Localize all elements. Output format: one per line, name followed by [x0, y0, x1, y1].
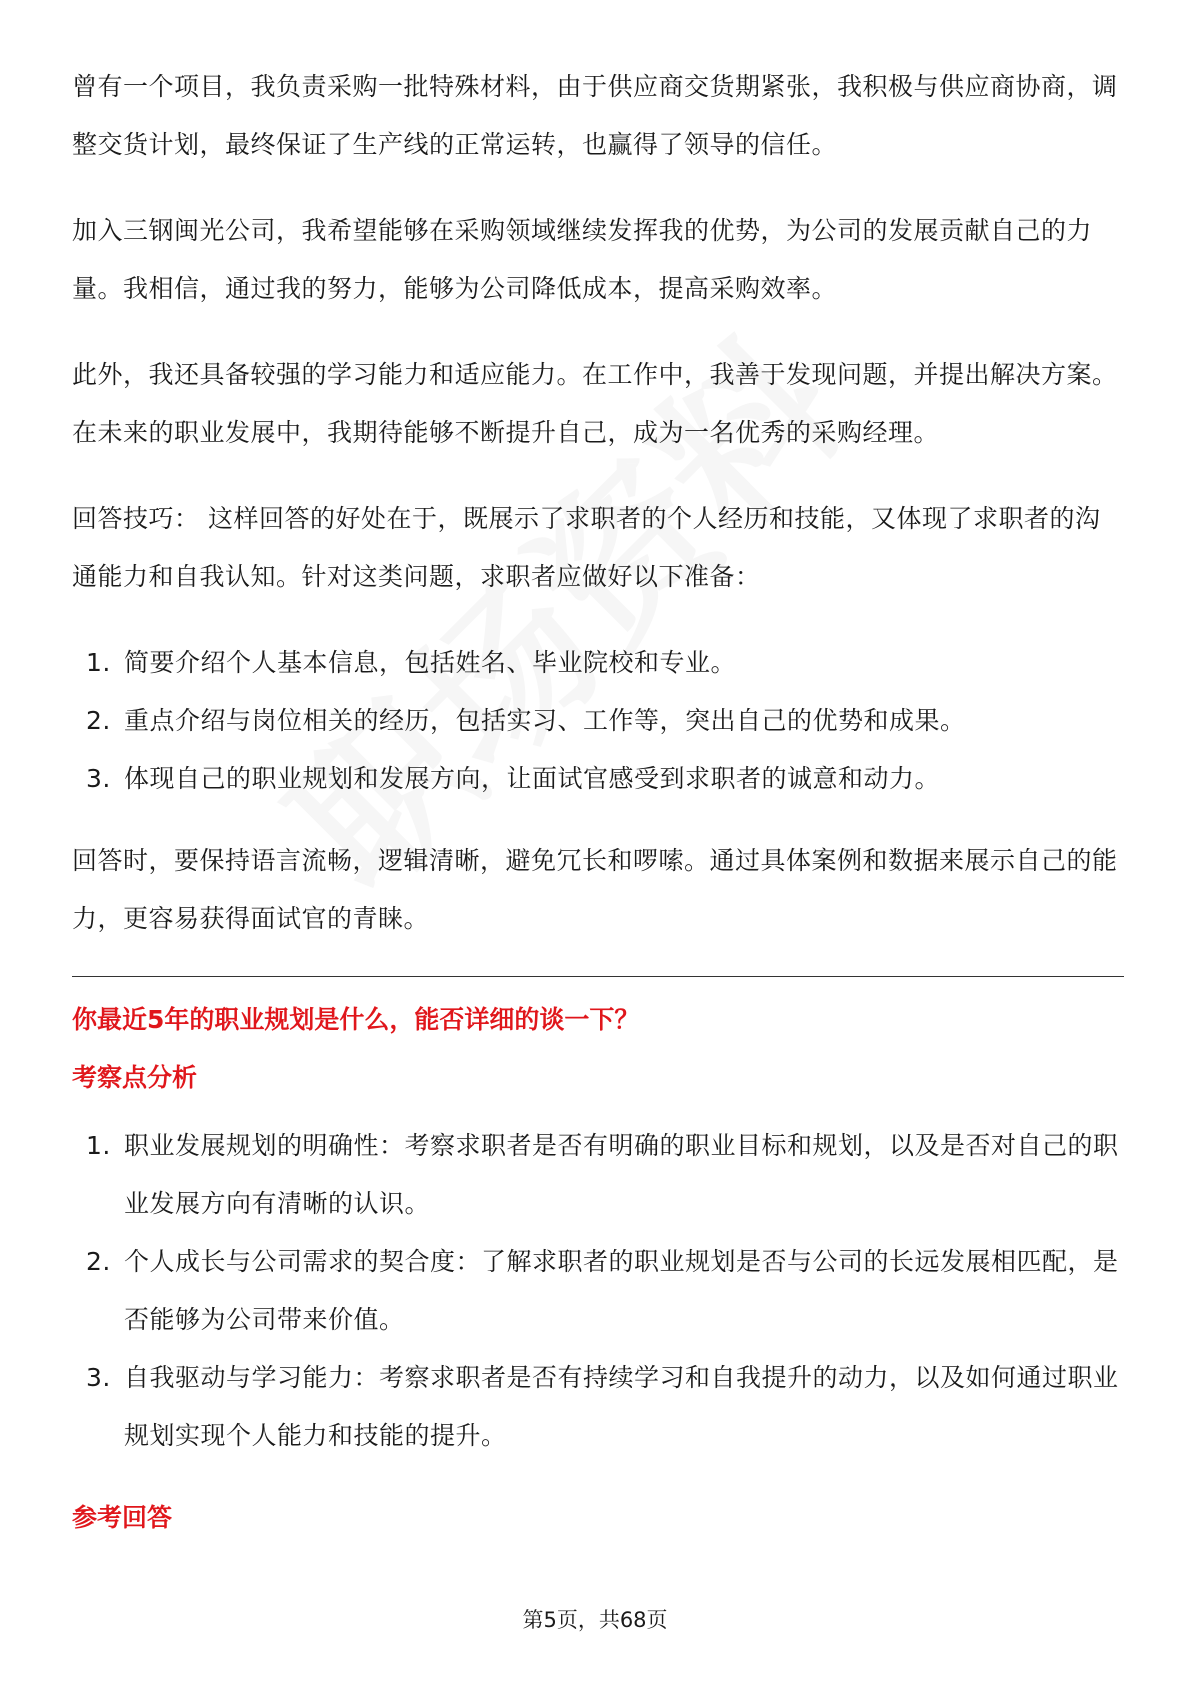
paragraph-learning: 此外，我还具备较强的学习能力和适应能力。在工作中，我善于发现问题，并提出解决方案。在未来的职业发展中，我期待能够不断提升自己，成为一名优秀的采购经理。	[72, 360, 1118, 447]
tips-list	[72, 634, 1124, 808]
list-item: 2. 重点介绍与岗位相关的经历，包括实习、工作等，突出自己的优势和成果。	[86, 706, 966, 735]
question-heading: 你最近5年的职业规划是什么，能否详细的谈一下？	[72, 1005, 640, 1034]
list-item: 1. 职业发展规划的明确性：考察求职者是否有明确的职业目标和规划，以及是否对自己的职业发展方向有清晰的认识。	[86, 1131, 1119, 1218]
section-divider	[72, 976, 1124, 977]
list-item: 1. 简要介绍个人基本信息，包括姓名、毕业院校和专业。	[86, 648, 737, 677]
reference-answer-heading: 参考回答	[72, 1503, 173, 1532]
paragraph-answer-tips: 回答技巧： 这样回答的好处在于，既展示了求职者的个人经历和技能，又体现了求职者的沟通能力和自我认知。针对这类问题，求职者应做好以下准备：	[72, 504, 1101, 591]
analysis-list	[72, 1117, 1124, 1465]
paragraph-join-company: 加入三钢闽光公司，我希望能够在采购领域继续发挥我的优势，为公司的发展贡献自己的力量。我相信，通过我的努力，能够为公司降低成本，提高采购效率。	[72, 216, 1093, 303]
list-item: 3. 体现自己的职业规划和发展方向，让面试官感受到求职者的诚意和动力。	[86, 764, 941, 793]
analysis-heading: 考察点分析	[72, 1063, 198, 1092]
paragraph-closing: 回答时，要保持语言流畅，逻辑清晰，避免冗长和啰嗦。通过具体案例和数据来展示自己的能力，更容易获得面试官的青睐。	[72, 846, 1118, 933]
list-item: 2. 个人成长与公司需求的契合度：了解求职者的职业规划是否与公司的长远发展相匹配，是否能够为公司带来价值。	[86, 1247, 1119, 1334]
document-page	[72, 58, 1124, 1557]
list-item: 3. 自我驱动与学习能力：考察求职者是否有持续学习和自我提升的动力，以及如何通过职业规划实现个人能力和技能的提升。	[86, 1363, 1119, 1450]
paragraph-project: 曾有一个项目，我负责采购一批特殊材料，由于供应商交货期紧张，我积极与供应商协商，调整交货计划，最终保证了生产线的正常运转，也赢得了领导的信任。	[72, 72, 1118, 159]
page-number: 第5页，共68页	[522, 1608, 668, 1632]
